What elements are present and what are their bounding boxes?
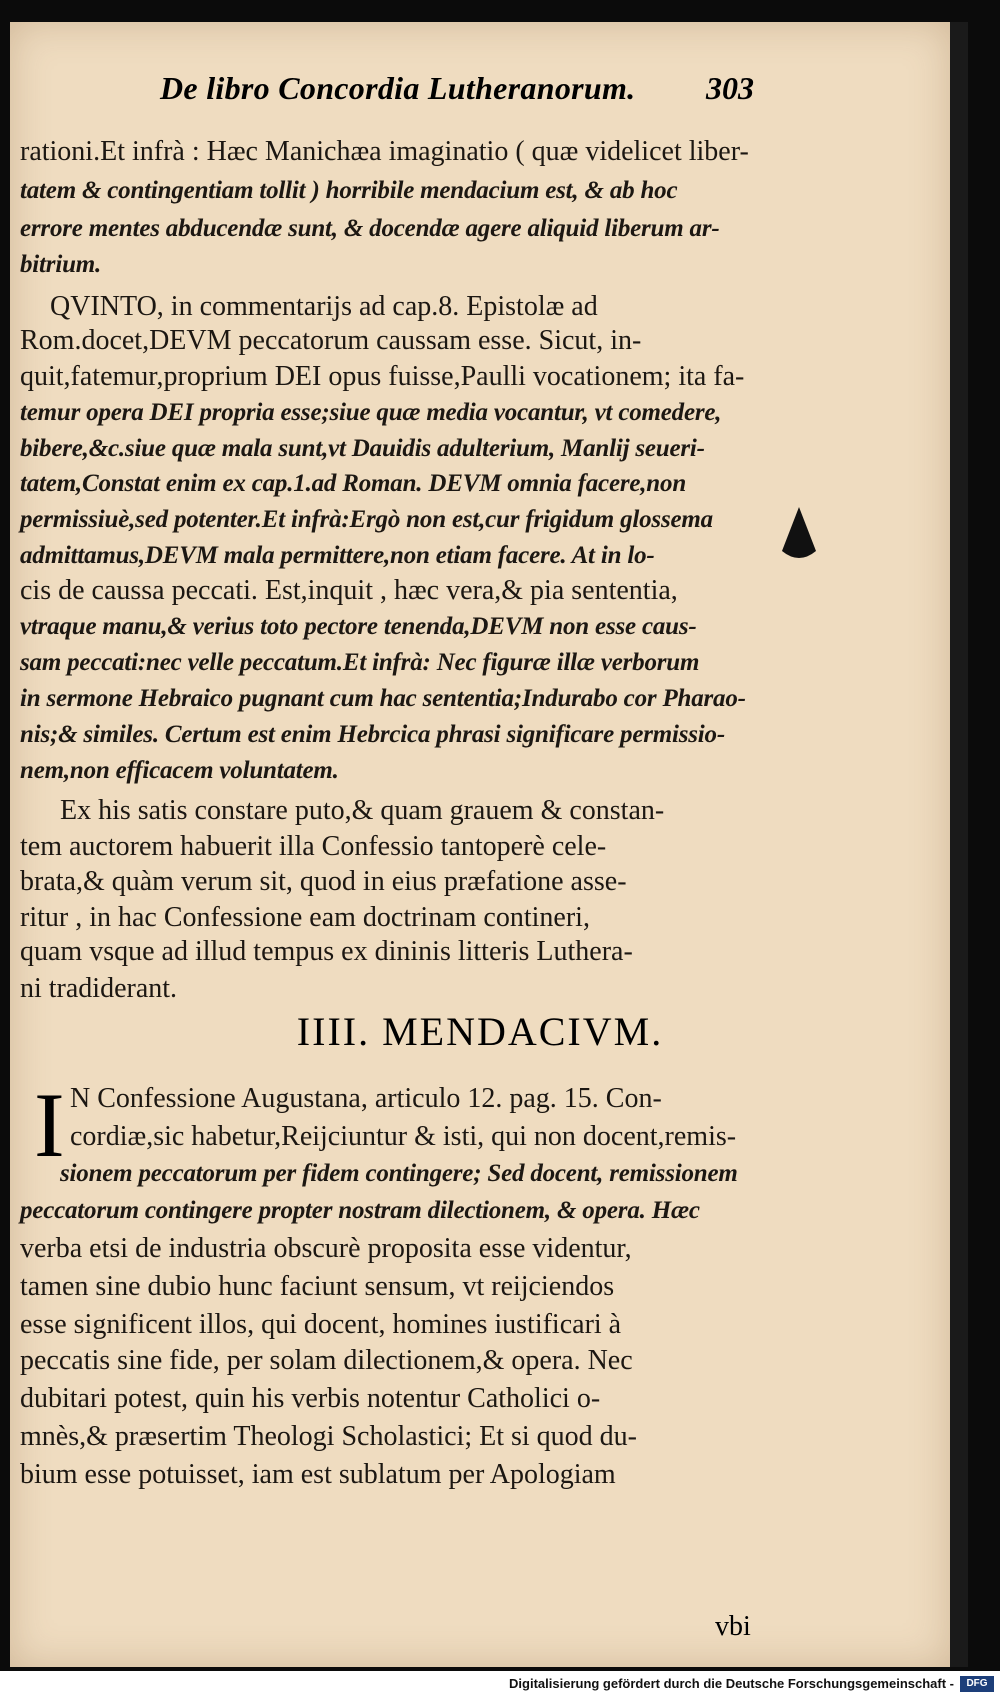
catchword: vbi [715, 1611, 751, 1642]
text-line: N Confessione Augustana, articulo 12. pag. 15. Con- [70, 1083, 662, 1114]
section-heading: IIII. MENDACIVM. [296, 1009, 664, 1054]
text-line: admittamus,DEVM mala permittere,non etiam facere. At in lo- [20, 542, 655, 569]
text-line: sam peccati:nec velle peccatum.Et infrà: Nec figuræ illæ verborum [20, 649, 700, 676]
text-line: ni tradiderant. [20, 973, 178, 1004]
text-line: nem,non efficacem voluntatem. [20, 757, 339, 784]
text-line: temur opera DEI propria esse;siue quæ media vocantur, vt comedere, [20, 399, 722, 426]
text-line: bibere,&c.siue quæ mala sunt,vt Dauidis adulterium, Manlij seueri- [20, 435, 705, 462]
text-line: dubitari potest, quin his verbis notentur Catholici o- [20, 1383, 601, 1414]
text-line: brata,& quàm verum sit, quod in eius præfatione asse- [20, 866, 627, 897]
text-line: cis de caussa peccati. Est,inquit , hæc vera,& pia sententia, [20, 575, 678, 606]
text-line: quit,fatemur,proprium DEI opus fuisse,Paulli vocationem; ita fa- [20, 361, 745, 392]
marginal-pointer-icon [780, 507, 818, 565]
text-line: sionem peccatorum per fidem contingere; Sed docent, remissionem [60, 1160, 738, 1187]
text-line: errore mentes abducendæ sunt, & docendæ agere aliquid liberum ar- [20, 215, 720, 242]
book-page [10, 22, 950, 1667]
footer-credit: Digitalisierung gefördert durch die Deutsche Forschungsgemeinschaft - [509, 1676, 954, 1691]
text-line: verba etsi de industria obscurè proposita esse videntur, [20, 1233, 632, 1264]
dfg-logo: DFG [960, 1676, 994, 1692]
text-line: vtraque manu,& verius toto pectore tenenda,DEVM non esse caus- [20, 613, 697, 640]
text-line: quam vsque ad illud tempus ex dininis litteris Luthera- [20, 936, 633, 967]
text-line: Rom.docet,DEVM peccatorum caussam esse. Sicut, in- [20, 325, 642, 356]
text-line: tatem,Constat enim ex cap.1.ad Roman. DEVM omnia facere,non [20, 470, 687, 497]
text-line: tem auctorem habuerit illa Confessio tantoperè cele- [20, 831, 607, 862]
text-line: tamen sine dubio hunc faciunt sensum, vt reijciendos [20, 1271, 615, 1302]
page-number: 303 [706, 70, 754, 106]
text-line: permissiuè,sed potenter.Et infrà:Ergò non est,cur frigidum glossema [20, 506, 713, 533]
text-line: nis;& similes. Certum est enim Hebrcica phrasi significare permissio- [20, 721, 725, 748]
text-line: ritur , in hac Confessione eam doctrinam contineri, [20, 902, 590, 933]
text-line: esse significent illos, qui docent, homines iustificari à [20, 1309, 622, 1340]
text-line: peccatorum contingere propter nostram dilectionem, & opera. Hæc [20, 1197, 700, 1224]
text-line: bium esse potuisset, iam est sublatum per Apologiam [20, 1459, 616, 1490]
running-title: De libro Concordia Lutheranorum. [160, 70, 636, 106]
text-line: mnès,& præsertim Theologi Scholastici; Et si quod du- [20, 1421, 637, 1452]
drop-capital: I [34, 1074, 65, 1176]
text-line: in sermone Hebraico pugnant cum hac sententia;Indurabo cor Pharao- [20, 685, 746, 712]
footer-bar [0, 1671, 1000, 1697]
text-line: cordiæ,sic habetur,Reijciuntur & isti, qui non docent,remis- [70, 1121, 737, 1152]
text-line: bitrium. [20, 251, 102, 278]
text-line: peccatis sine fide, per solam dilectionem,& opera. Nec [20, 1345, 633, 1376]
page-edge-shadow [950, 22, 968, 1667]
text-line: rationi.Et infrà : Hæc Manichæa imaginatio ( quæ videlicet liber- [20, 136, 749, 167]
text-line: tatem & contingentiam tollit ) horribile mendacium est, & ab hoc [20, 177, 678, 204]
text-line: QVINTO, in commentarijs ad cap.8. Epistolæ ad [50, 291, 598, 322]
text-line: Ex his satis constare puto,& quam grauem & constan- [60, 795, 665, 826]
